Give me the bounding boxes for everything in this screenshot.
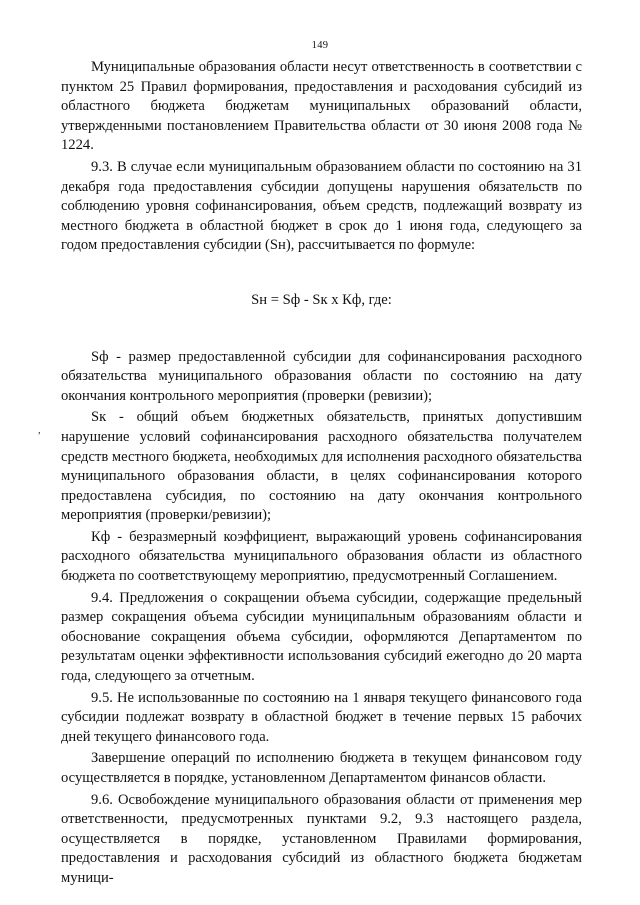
page-number: 149	[311, 40, 329, 51]
formula: Sн = Sф - Sк х Кф, где:	[251, 291, 392, 308]
margin-tick-mark: ,	[38, 424, 41, 436]
paragraph-9-5: 9.5. Не использованные по состоянию на 1 января текущего финансового года субсидии подлежат возврату в областной бюджет в течение первых 15 рабочих дней текущего финансового года.	[61, 689, 582, 745]
definition-sk: Sк - общий объем бюджетных обязательств, принятых допустившим нарушение условий софинансирования расходного обязательства получателем средств местного бюджета, необходимых для исполнения расходного обязательства муниципального образования области, в целях софинансирования которого предоставлена субсидия, по состоянию на дату окончания контрольного мероприятия (проверки/ревизии);	[61, 409, 582, 524]
paragraph-9-4: 9.4. Предложения о сокращении объема субсидии, содержащие предельный размер сокращения объема субсидии муниципальным образованиям области и обоснование сокращения объема субсидии, оформляются Департаментом по результатам оценки эффективности использования субсидий ежегодно до 20 марта года, следующего за отчетным.	[61, 589, 582, 685]
definition-sf: Sф - размер предоставленной субсидии для софинансирования расходного обязательства муниципального образования области по состоянию на дату окончания контрольного мероприятия (проверки (ревизии);	[61, 348, 582, 404]
paragraph-responsibility: Муниципальные образования области несут ответственность в соответствии с пунктом 25 Правил формирования, предоставления и расходования субсидий из областного бюджета бюджетам муниципальных образований области, утвержденными постановлением Правительства области от 30 июня 2008 года № 1224.	[61, 59, 582, 154]
paragraph-9-6: 9.6. Освобождение муниципального образования области от применения мер ответственности, предусмотренных пунктами 9.2, 9.3 настоящего раздела, осуществляется в порядке, установленном Правилами формирования, предоставления и расходования субсидий из областного бюджета бюджетам муници-	[61, 791, 582, 886]
paragraph-9-3: 9.3. В случае если муниципальным образованием области по состоянию на 31 декабря года предоставления субсидии допущены нарушения обязательств по соблюдению уровня софинансирования, объем средств, подлежащий возврату из местного бюджета в областной бюджет в срок до 1 июня года, следующего за годом предоставления субсидии (Sн), рассчитывается по формуле:	[61, 158, 582, 254]
document-body	[61, 58, 582, 891]
paragraph-budget-completion: Завершение операций по исполнению бюджета в текущем финансовом году осуществляется в порядке, установленном Департаментом финансов области.	[61, 750, 582, 786]
definition-kf: Кф - безразмерный коэффициент, выражающий уровень софинансирования расходного обязательства муниципального образования области из областного бюджета по соответствующему мероприятию, предусмотренный Соглашением.	[61, 528, 582, 585]
